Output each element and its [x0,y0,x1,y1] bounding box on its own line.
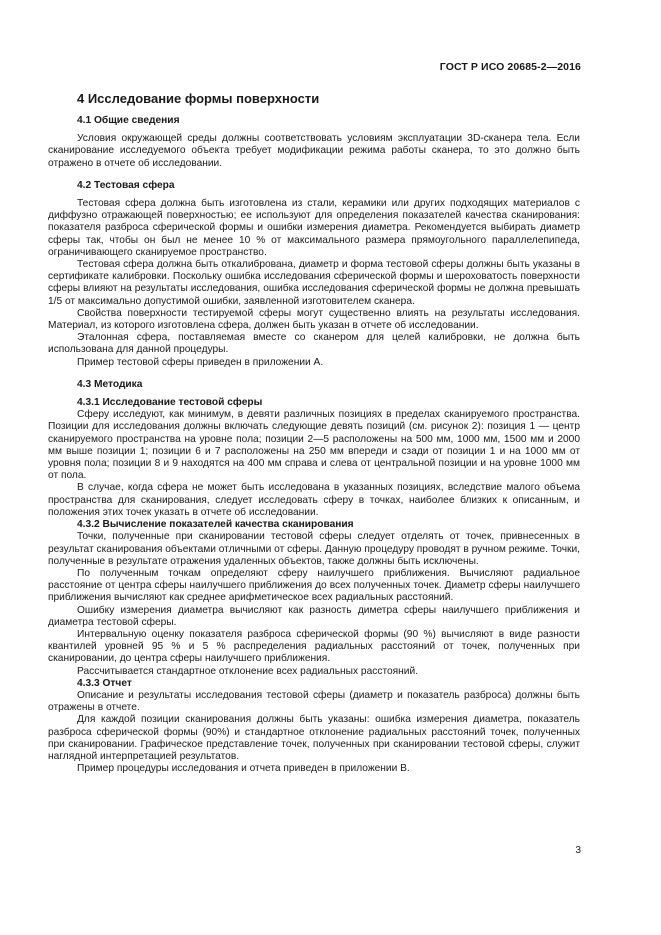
page-content [48,91,580,775]
section-4-title: 4 Исследование формы поверхности [77,91,320,106]
paragraph: В случае, когда сфера не может быть исследована в указанных позициях, вследствие малого объема пространства для сканирования, следует исследовать сферу в точках, наиболее близких к описанным, и положения этих точек указать в отчете об исследовании. [48,482,580,518]
section-4-2-title: 4.2 Тестовая сфера [77,179,175,191]
section-4-1-title: 4.1 Общие сведения [77,115,180,126]
paragraph: Точки, полученные при сканировании тестовой сферы следует отделять от точек, привнесенных в результат сканирования объектами отличными от сферы. Данную процедуру проводят в ручном режиме. Точки, полученные в результате отражения удаленных объектов, также должны быть исключены. [48,531,580,567]
paragraph: Тестовая сфера должна быть изготовлена из стали, керамики или других подходящих материалов с диффузно отражающей поверхностью; ее используют для определения показателей качества сканирования: показателя разброса сферической формы и ошибки измерения диаметра. Рекомендуется выбирать диаметр сферы так, чтобы он был не менее 10 % от максимального размера прямоугольного параллелепипеда, ограничивающего сканируемое пространство. [48,198,580,258]
section-4-3-1-title: 4.3.1 Исследование тестовой сферы [77,397,263,409]
page-number: 3 [575,845,581,856]
paragraph: Эталонная сфера, поставляемая вместе со сканером для целей калибровки, не должна быть использована для данной процедуры. [48,332,580,356]
paragraph: Пример процедуры исследования и отчета приведен в приложении В. [77,763,410,775]
paragraph: Условия окружающей среды должны соответствовать условиям эксплуатации 3D-сканера тела. Если сканирование исследуемого объекта требует модификации режима работы сканера, то это должно быть отражено в отчете об исследовании. [48,133,580,169]
paragraph: Сферу исследуют, как минимум, в девяти различных позициях в пределах сканируемого пространства. Позиции для исследования должны включать следующие девять позиций (см. рисунок 2): позиция 1 — центр сканируемого пространства на уровне пола; позиции 2—5 расположены на 500 мм, 1000 мм, 1500 мм и 2000 мм выше позиции 1; позиции 6 и 7 расположены на 250 мм впереди и сзади от позиции 1 и на 1000 мм от уровня пола; позиции 8 и 9 находятся на 400 мм справа и слева от центральной позиции и на уровне 1000 мм от пола. [48,409,580,482]
document-id: ГОСТ Р ИСО 20685-2—2016 [439,61,581,73]
section-4-3-title: 4.3 Методика [77,378,143,390]
paragraph: Для каждой позиции сканирования должны быть указаны: ошибка измерения диаметра, показатель разброса сферической формы (90%) и стандартное отклонение радиальных расстояний точек, полученных при сканировании. Графическое представление точек, полученных при сканировании тестовой сферы, служит наглядной интерпретацией результатов. [48,714,580,762]
paragraph: Интервальную оценку показателя разброса сферической формы (90 %) вычисляют в виде разности квантилей уровней 95 % и 5 % распределения радиальных расстояний от точек, полученных при сканировании, до центра сферы наилучшего приближения. [48,628,580,665]
paragraph: По полученным точкам определяют сферу наилучшего приближения. Вычисляют радиальное расстояние от центра сферы наилучшего приближения до всех полученных точек. Диаметр сферы наилучшего приближения вычисляют как среднее арифметическое всех радиальных расстояний. [48,567,580,604]
paragraph: Ошибку измерения диаметра вычисляют как разность диметра сферы наилучшего приближения и диаметра тестовой сферы. [48,604,580,628]
section-4-3-2-title: 4.3.2 Вычисление показателей качества сканирования [77,519,354,531]
paragraph: Пример тестовой сферы приведен в приложении А. [77,356,324,368]
paragraph: Тестовая сфера должна быть откалибрована, диаметр и форма тестовой сферы должны быть указаны в сертификате калибровки. Поскольку ошибка исследования сферической формы и шероховатость поверхности сферы влияют на результаты исследования, ошибка исследования сферической формы не должна превышать 1/5 от максимально допустимой ошибки, заявленной изготовителем сканера. [48,259,580,307]
section-4-3-3-title: 4.3.3 Отчет [77,677,132,689]
paragraph: Описание и результаты исследования тестовой сферы (диаметр и показатель разброса) должны быть отражены в отчете. [48,689,580,714]
paragraph: Свойства поверхности тестируемой сферы могут существенно влиять на результаты исследования. Материал, из которого изготовлена сфера, должен быть указан в отчете об исследовании. [48,307,580,332]
paragraph: Рассчитывается стандартное отклонение всех радиальных расстояний. [77,665,419,677]
